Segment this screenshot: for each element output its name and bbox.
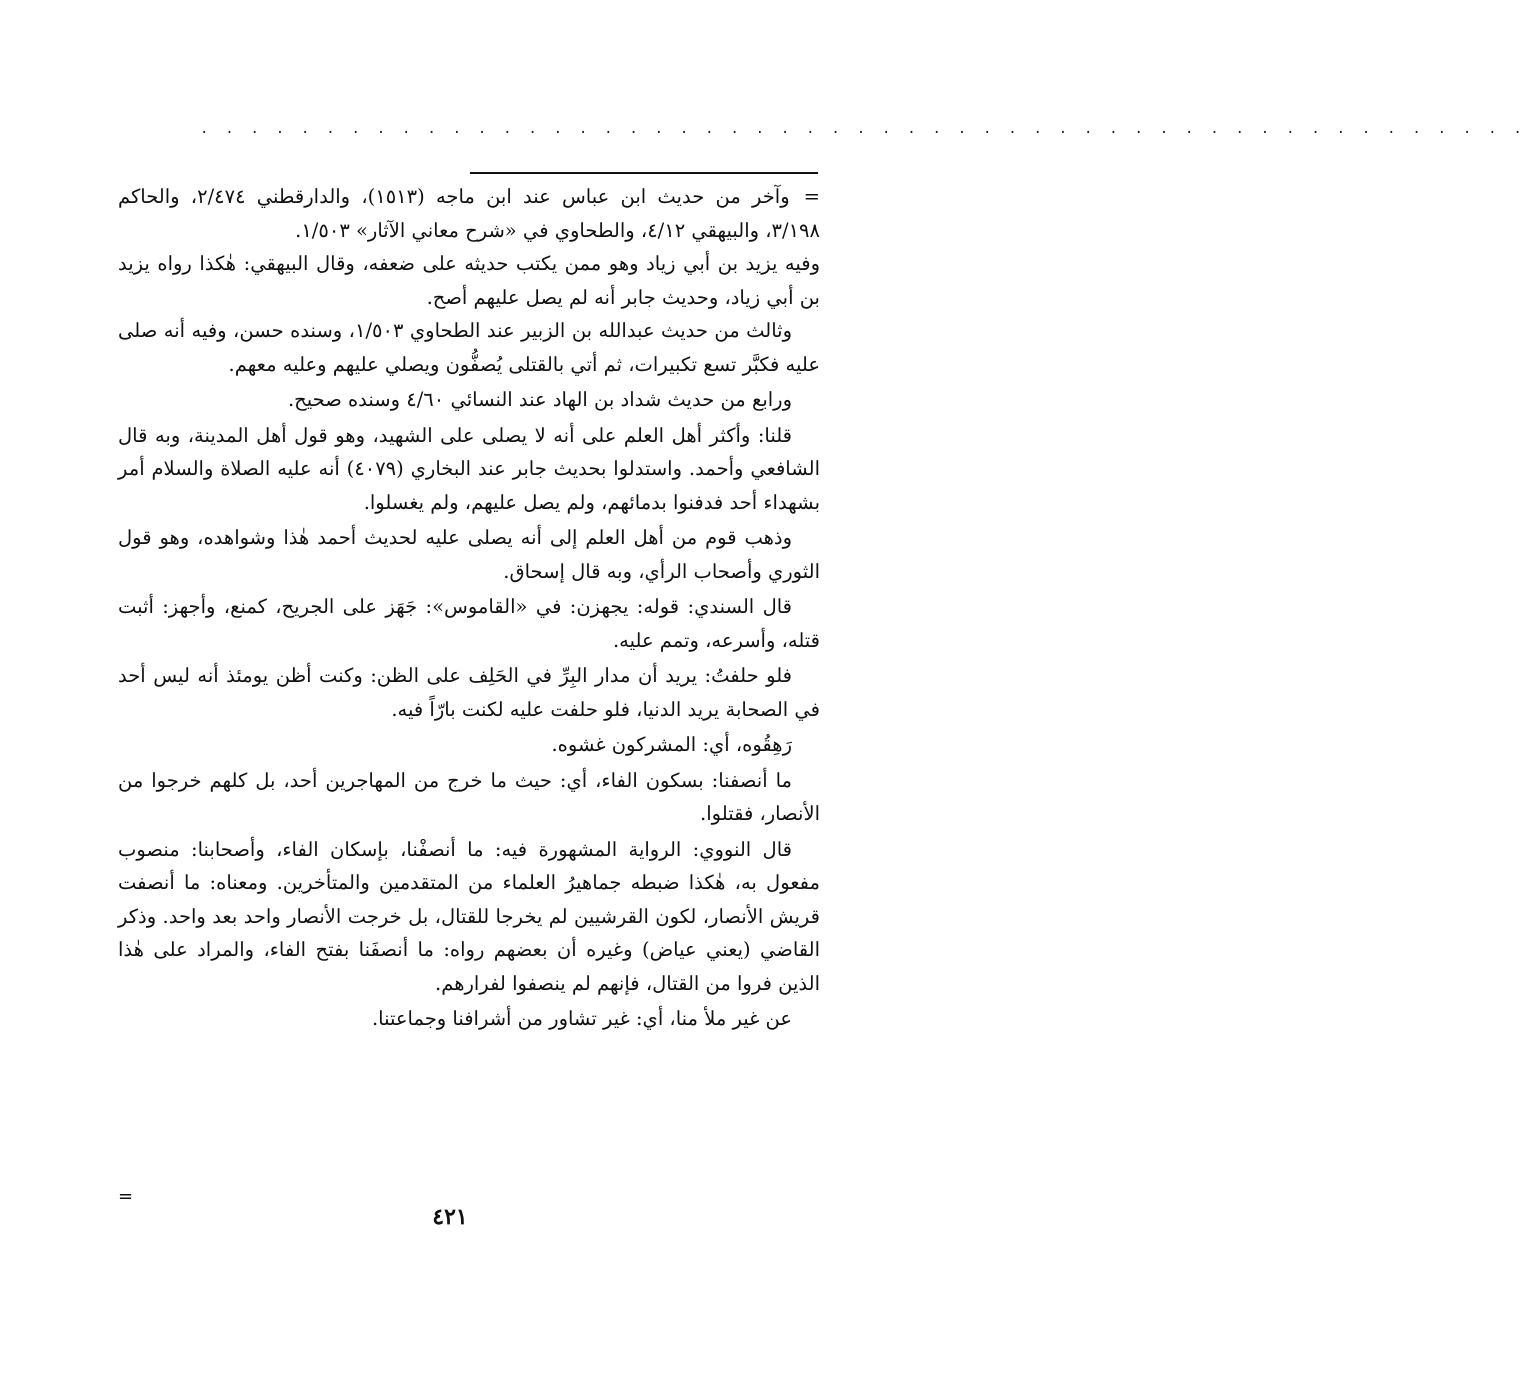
footnote-paragraph: ما أنصفنا: بسكون الفاء، أي: حيث ما خرج من المهاجرين أحد، بل كلهم خرجوا من الأنصار، فقتلوا. — [118, 768, 820, 825]
footnote-rule — [470, 172, 818, 174]
footnote-paragraph: وذهب قوم من أهل العلم إلى أنه يصلى عليه لحديث أحمد هٰذا وشواهده، وهو قول الثوري وأصحاب الرأي، وبه قال إسحاق. — [118, 526, 820, 583]
footnote-paragraph: رَهِقُوه، أي: المشركون غشوه. — [551, 733, 792, 756]
footnote-paragraph: قال النووي: الرواية المشهورة فيه: ما أنصفْنا، بإسكان الفاء، وأصحابنا: منصوب مفعول به، هٰكذا ضبطه جماهيرُ العلماء من المتقدمين والمتأخرين. ومعناه: ما أنصفت قريش الأنصار، لكون القرشيين لم يخرجا للقتال، بل خرجت الأنصار واحد بعد واحد. وذكر القاضي (يعني عياض) وغيره أن بعضهم رواه: ما أنصفَنا بفتح الفاء، والمراد على هٰذا الذين فروا من القتال، فإنهم لم ينصفوا لفرارهم. — [118, 837, 820, 995]
footnote-paragraph: وثالث من حديث عبدالله بن الزبير عند الطحاوي ١/٥٠٣، وسنده حسن، وفيه أنه صلى عليه فكبَّر تسع تكبيرات، ثم أتي بالقتلى يُصفُّون ويصلي عليهم وعليه معهم. — [118, 319, 820, 376]
footnote-paragraph: عن غير ملأ منا، أي: غير تشاور من أشرافنا وجماعتنا. — [371, 1007, 792, 1030]
footnote-paragraph: وفيه يزيد بن أبي زياد وهو ممن يكتب حديثه على ضعفه، وقال البيهقي: هٰكذا رواه يزيد بن أبي زياد، وحديث جابر أنه لم يصل عليهم أصح. — [118, 252, 820, 309]
footnote-paragraph: فلو حلفتُ: يريد أن مدار البِرِّ في الحَلِف على الظن: وكنت أظن يومئذ أنه ليس أحد في الصحابة يريد الدنيا، فلو حلفت عليه لكنت بارّاً فيه. — [118, 664, 820, 721]
footnote-paragraph: قال السندي: قوله: يجهزن: في «القاموس»: جَهَز على الجريح، كمنع، وأجهز: أثبت قتله، وأسرعه، وتمم عليه. — [118, 595, 820, 652]
continues-mark: = — [118, 1186, 134, 1207]
footnote-paragraph: قلنا: وأكثر أهل العلم على أنه لا يصلى على الشهيد، وهو قول أهل المدينة، وبه قال الشافعي وأحمد. واستدلوا بحديث جابر عند البخاري (٤٠٧٩) أنه عليه الصلاة والسلام أمر بشهداء أحد فدفنوا بدمائهم، ولم يصل عليهم، ولم يغسلوا. — [118, 423, 821, 514]
separator-dots: · · · · · · · · · · · · · · · · · · · · · · · · · · · · · · · · · · · · · · · · · · · · · · · · · · · · · — [200, 125, 1526, 141]
footnote-paragraph: ورابع من حديث شداد بن الهاد عند النسائي ٤/٦٠ وسنده صحيح. — [287, 388, 792, 411]
footnote-paragraph — [118, 180, 820, 247]
continuation-mark: = — [803, 185, 820, 208]
footnote-text: وآخر من حديث ابن عباس عند ابن ماجه (١٥١٣)، والدارقطني ٢/٤٧٤، والحاكم ٣/١٩٨، والبيهقي ٤/١٢، والطحاوي في «شرح معاني الآثار» ١/٥٠٣. — [118, 185, 820, 242]
footnotes-block — [118, 180, 820, 1038]
page-number: ٤٢١ — [432, 1204, 468, 1230]
